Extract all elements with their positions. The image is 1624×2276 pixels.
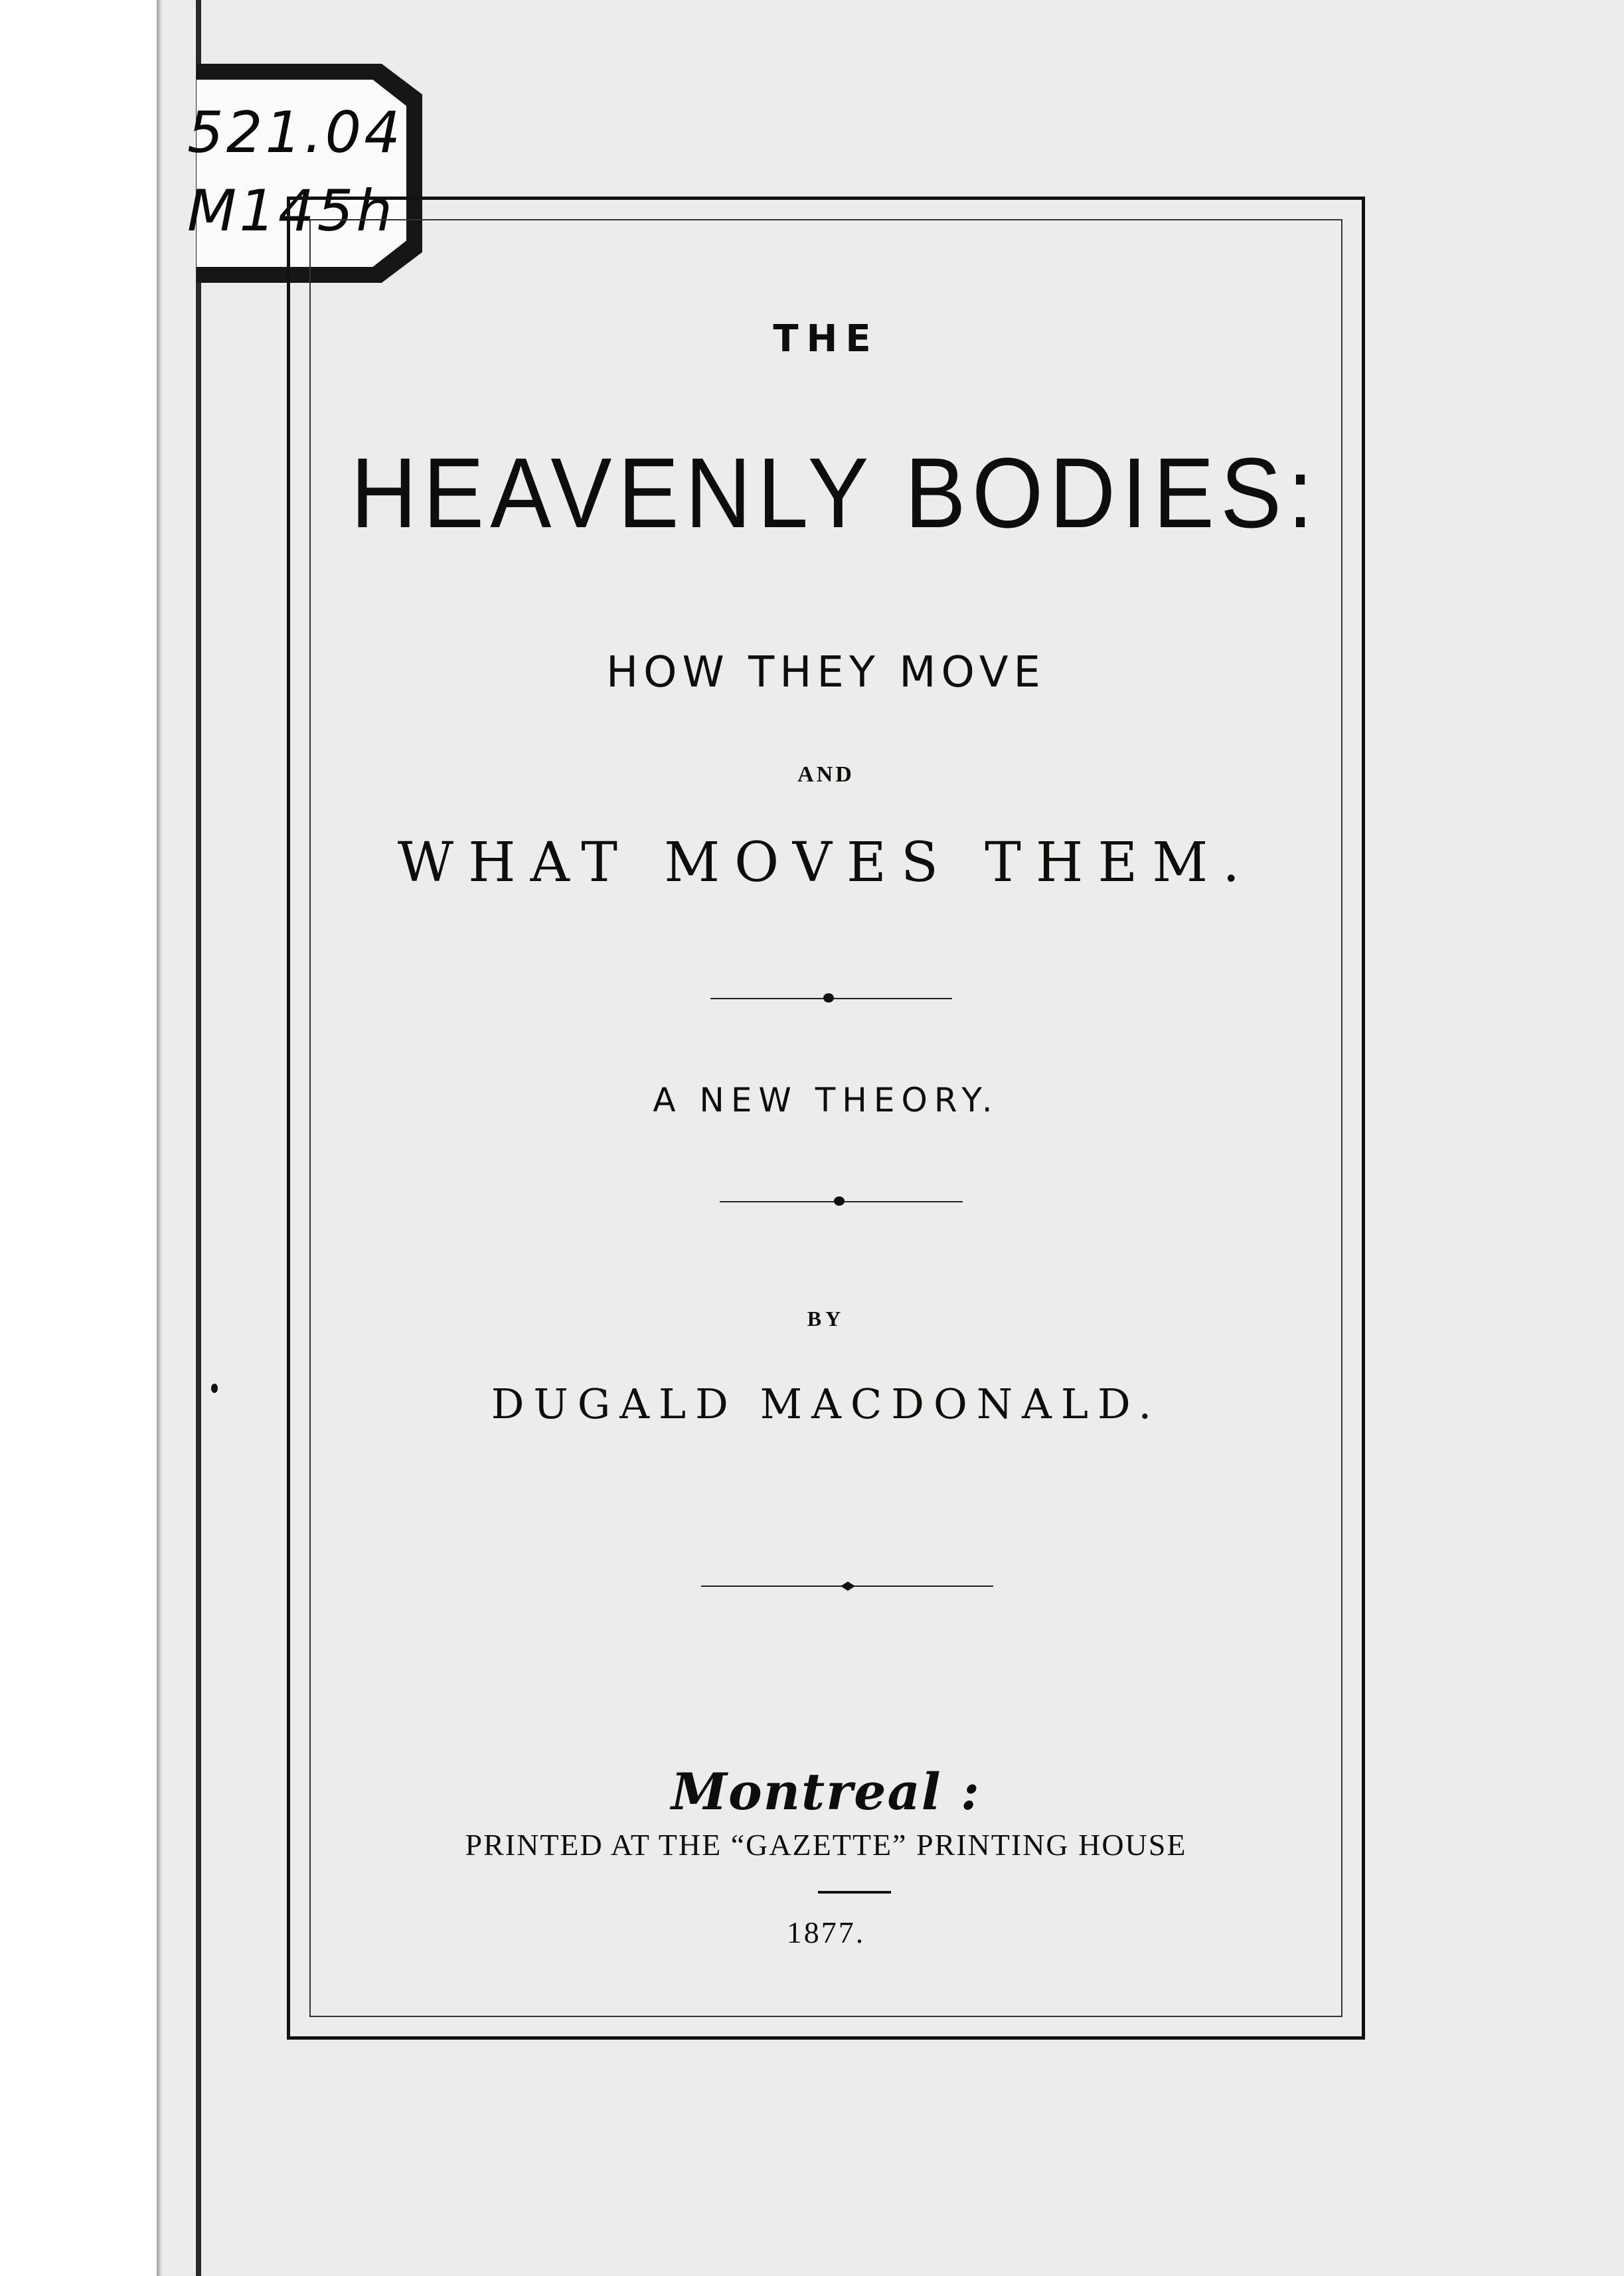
year-rule xyxy=(818,1891,891,1894)
publication-city: Montreal : xyxy=(671,1762,981,1821)
author-name: DUGALD MACDONALD. xyxy=(491,1380,1161,1428)
publication-year: 1877. xyxy=(786,1915,866,1949)
by-line: BY xyxy=(807,1307,845,1331)
subtitle-line1: HOW THEY MOVE xyxy=(606,648,1046,697)
call-number-line2: M145h xyxy=(187,178,395,244)
ink-speck xyxy=(211,1384,218,1393)
theory-line: A NEW THEORY. xyxy=(653,1081,999,1119)
call-number-line1: 521.04 xyxy=(187,100,403,166)
paper-edge xyxy=(196,0,201,2276)
ornament-dot-2 xyxy=(834,1196,845,1206)
printer-line: PRINTED AT THE “GAZETTE” PRINTING HOUSE xyxy=(465,1828,1187,1862)
book-title: HEAVENLY BODIES: xyxy=(351,437,1319,548)
title-article: THE xyxy=(773,317,879,361)
ornament-dot-1 xyxy=(823,993,834,1003)
subtitle-line2: WHAT MOVES THEM. xyxy=(397,831,1255,894)
subtitle-conjunction: AND xyxy=(797,762,854,787)
